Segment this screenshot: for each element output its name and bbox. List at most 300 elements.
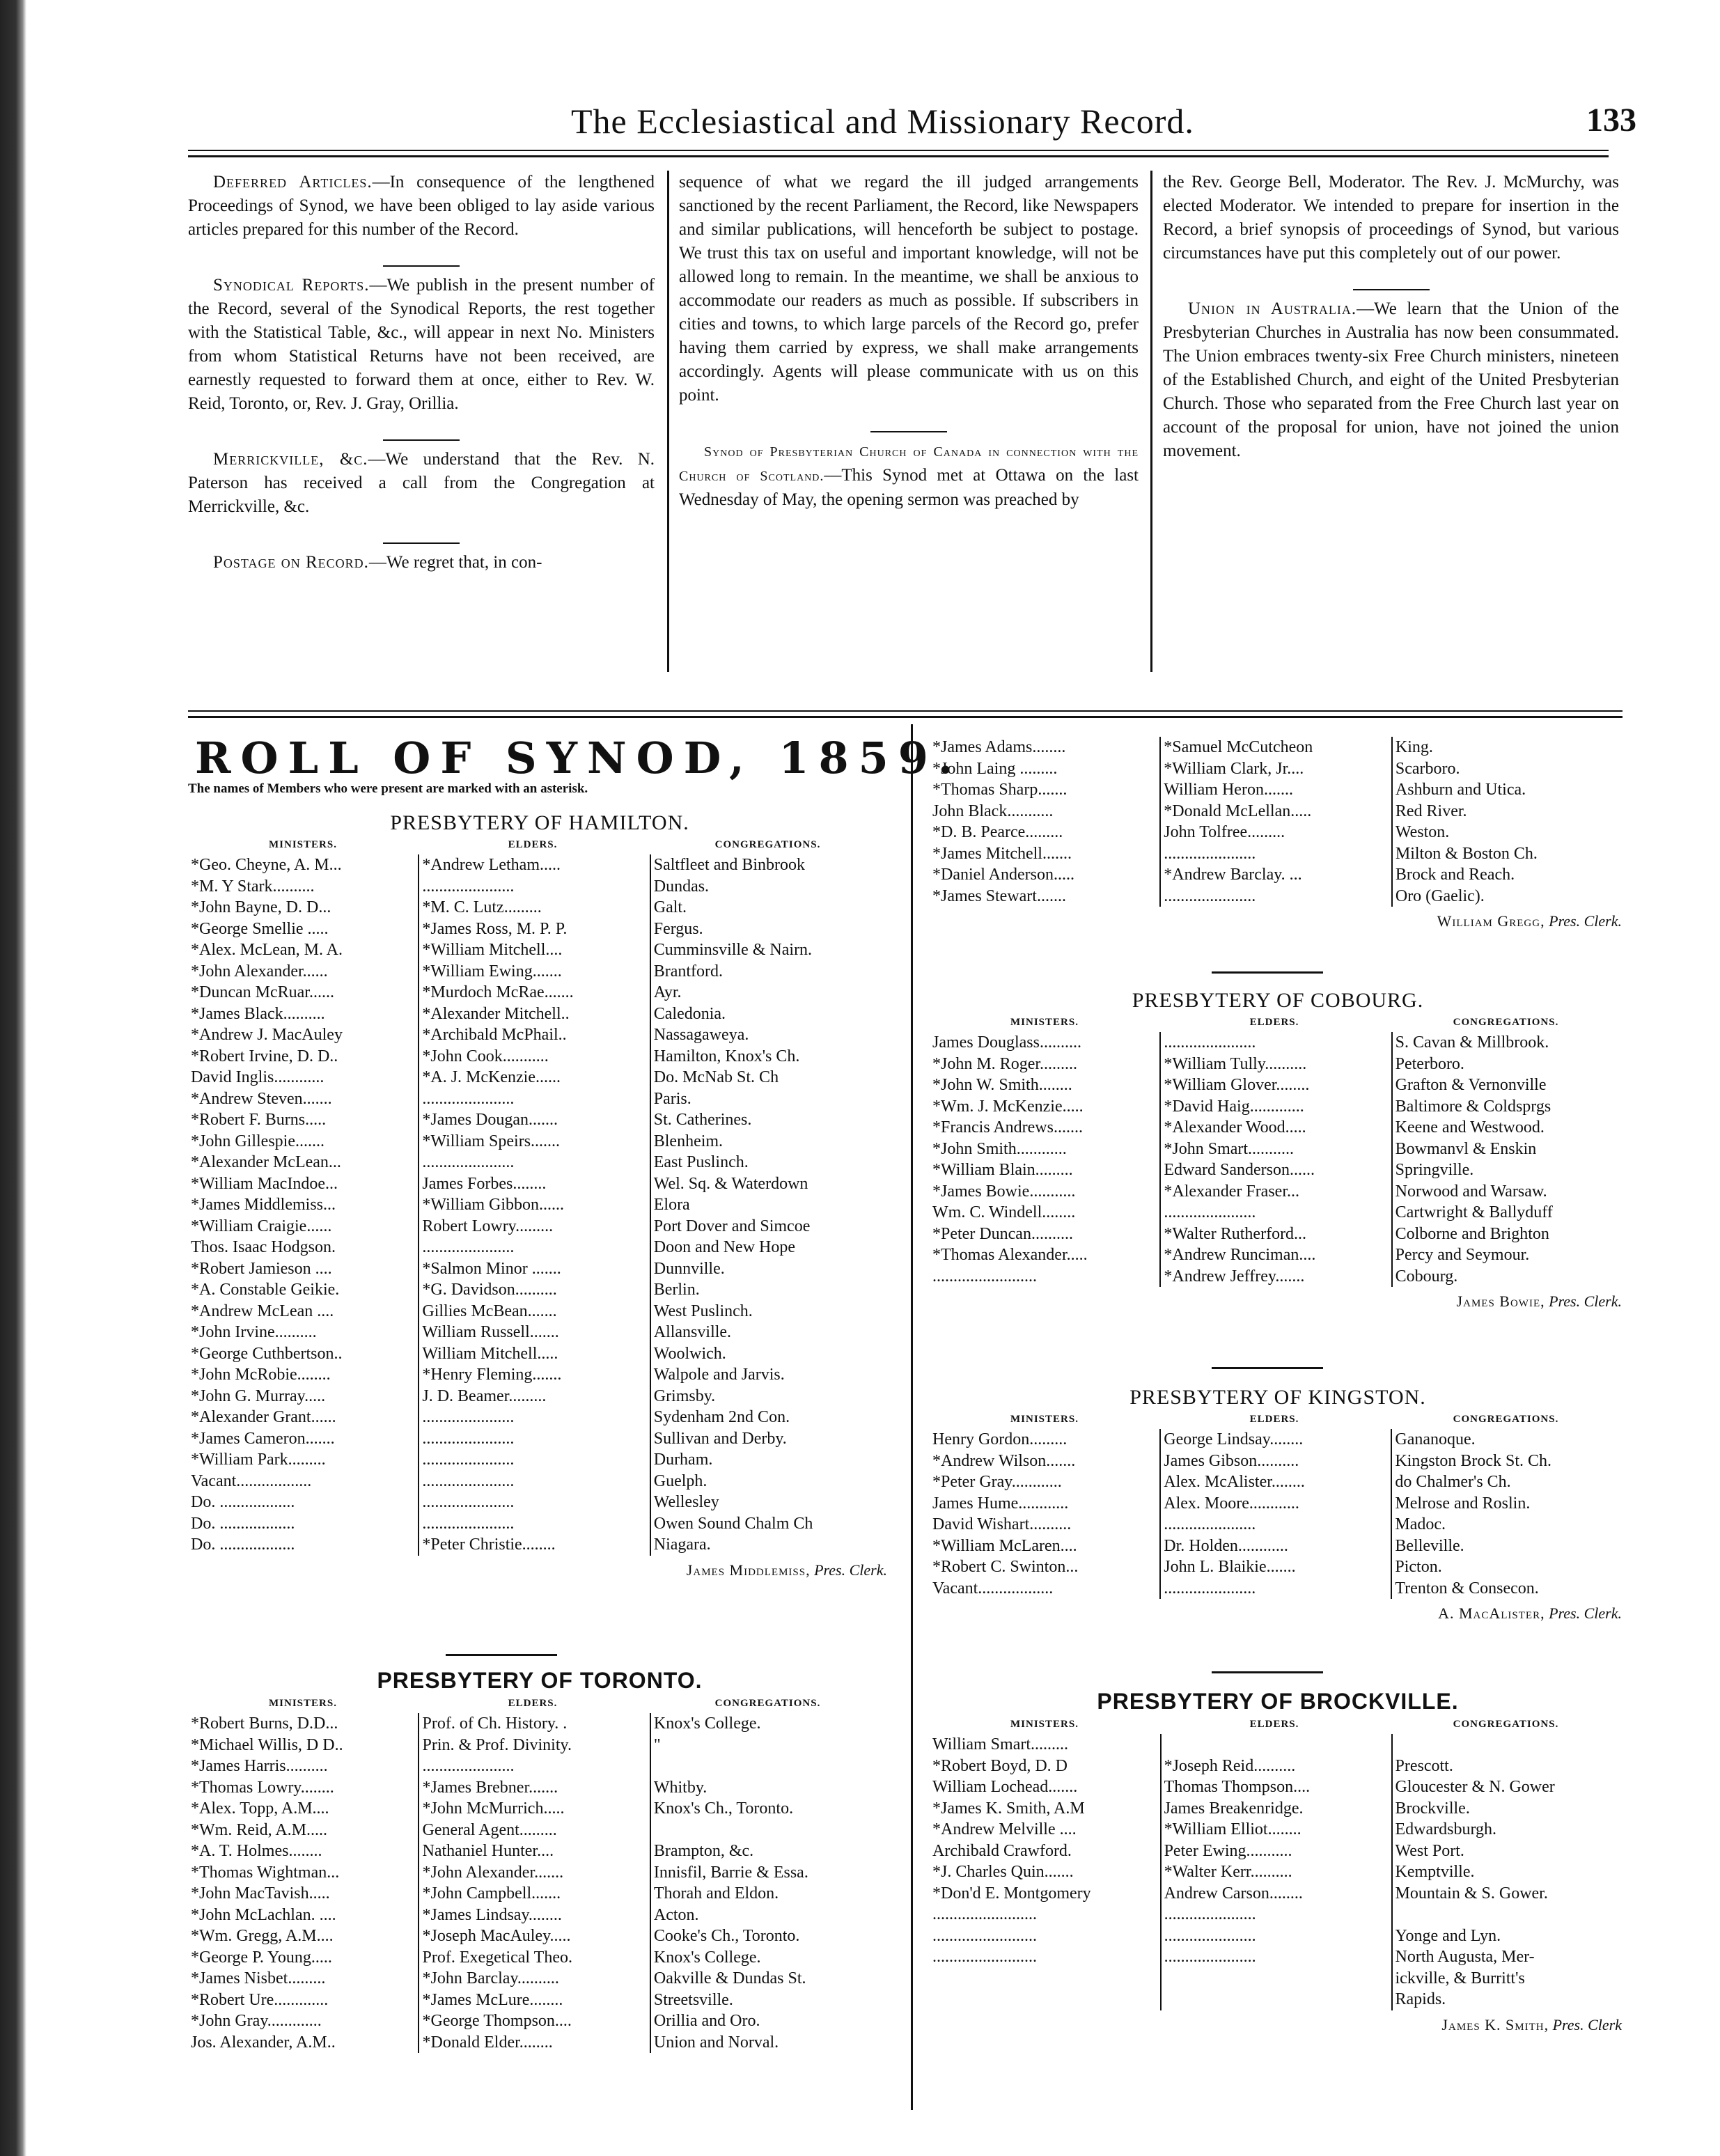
minister-cell: *Andrew Wilson....... (930, 1451, 1160, 1472)
elder-cell: J. D. Beamer......... (419, 1386, 650, 1407)
elder-cell: *James McLure........ (419, 1990, 650, 2011)
elder-cell: ...................... (1160, 1202, 1391, 1224)
minister-cell: *Geo. Cheyne, A. M... (188, 854, 419, 876)
table-row (188, 1947, 891, 1969)
article-head: Synodical Reports. (213, 276, 370, 295)
table-row (188, 1386, 891, 1407)
minister-cell: Henry Gordon......... (930, 1429, 1160, 1451)
table-row (188, 1301, 891, 1322)
article-body: —This Synod met at Ottawa on the last Wednesday of May, the opening sermon was preached by (679, 466, 1139, 509)
clerk-name: James Middlemiss, (686, 1561, 811, 1579)
minister-cell: *George Cuthbertson.. (188, 1343, 419, 1365)
column-headers (188, 839, 891, 854)
elder-cell: Peter Ewing........... (1161, 1841, 1392, 1862)
congregation-cell: Oro (Gaelic). (1395, 886, 1485, 905)
congregation-cell: Trenton & Consecon. (1395, 1579, 1539, 1598)
column-header-ministers: MINISTERS. (1010, 1414, 1079, 1425)
elder-cell: *Alexander Fraser... (1160, 1181, 1391, 1203)
congregation-cell: Madoc. (1395, 1515, 1446, 1533)
table-row (188, 1364, 891, 1386)
presbytery-kingston (930, 1386, 1626, 1623)
table-row (930, 1904, 1626, 1925)
congregation-cell: Streetsville. (653, 1990, 733, 2009)
minister-cell: *John Alexander...... (188, 961, 419, 983)
table-row (188, 897, 891, 919)
minister-cell: *John Irvine.......... (188, 1322, 419, 1343)
minister-cell: *Andrew Melville .... (930, 1819, 1161, 1841)
minister-cell: Thos. Isaac Hodgson. (188, 1237, 419, 1258)
congregation-cell: Whitby. (653, 1778, 707, 1797)
elder-cell: *John Campbell....... (419, 1883, 650, 1905)
elder-cell: *John McMurrich..... (419, 1798, 650, 1820)
clerk-name: James K. Smith, (1441, 2015, 1549, 2033)
elder-cell: Nathaniel Hunter.... (419, 1841, 650, 1862)
short-rule (383, 542, 460, 544)
elder-cell: *G. Davidson.......... (419, 1279, 650, 1301)
presbytery-cobourg (930, 989, 1626, 1311)
congregation-cell: Colborne and Brighton (1395, 1224, 1549, 1243)
clerk-role: Pres. Clerk. (1549, 912, 1622, 930)
minister-cell (930, 1968, 1161, 1990)
minister-cell: *John Bayne, D. D... (188, 897, 419, 919)
short-rule (383, 265, 460, 267)
elder-cell: General Agent......... (419, 1820, 650, 1841)
table-row (930, 1471, 1626, 1493)
minister-cell: *Peter Duncan.......... (930, 1224, 1160, 1245)
elder-cell: Edward Sanderson...... (1160, 1159, 1391, 1181)
congregation-cell: ickville, & Burritt's (1395, 1969, 1525, 1987)
table-row (930, 1224, 1626, 1245)
minister-cell: Archibald Crawford. (930, 1841, 1161, 1862)
congregation-cell: Gananoque. (1395, 1430, 1476, 1448)
article-postage-cont (679, 171, 1139, 407)
minister-cell: William Smart......... (930, 1734, 1161, 1756)
elder-cell: Gillies McBean....... (419, 1301, 650, 1322)
table-row (930, 1139, 1626, 1160)
block-rule (446, 1654, 557, 1656)
elder-cell: James Gibson.......... (1160, 1451, 1391, 1472)
congregation-cell: Saltfleet and Binbrook (653, 856, 806, 874)
elder-cell: *Andrew Barclay. ... (1160, 864, 1392, 886)
elder-cell: ...................... (1160, 1032, 1391, 1054)
minister-cell: *John Gray............. (188, 2010, 419, 2032)
column-headers (930, 1414, 1626, 1429)
table-row (930, 1883, 1626, 1905)
elder-cell: *William Tully.......... (1160, 1054, 1391, 1075)
congregation-cell: do Chalmer's Ch. (1395, 1473, 1511, 1491)
table-row (930, 843, 1626, 865)
table-row (188, 1407, 891, 1428)
minister-cell: *William Craigie...... (188, 1216, 419, 1237)
congregation-cell: Ayr. (653, 983, 682, 1001)
presbytery-clerk (930, 1604, 1626, 1623)
congregation-cell: Elora (653, 1196, 690, 1214)
minister-cell: William Lochead....... (930, 1776, 1161, 1798)
presbytery-title: PRESBYTERY OF TORONTO. (377, 1668, 703, 1693)
article-head: Deferred Articles. (213, 173, 373, 192)
column-header-elders: ELDERS. (1249, 1719, 1299, 1730)
congregation-cell: Galt. (653, 898, 687, 916)
block-rule (1212, 1671, 1323, 1673)
column-header-ministers: MINISTERS. (1010, 1719, 1079, 1730)
elder-cell: *William Ewing....... (419, 961, 650, 983)
congregation-cell (650, 1820, 891, 1841)
congregation-cell (1392, 1904, 1626, 1925)
congregation-cell: Edwardsburgh. (1395, 1820, 1497, 1838)
elder-cell: ...................... (1161, 1925, 1392, 1947)
elder-cell: ...................... (419, 876, 650, 898)
elder-cell: *George Thompson.... (419, 2010, 650, 2032)
clerk-role: Pres. Clerk. (1549, 1604, 1622, 1622)
article-synod-cont (1163, 171, 1619, 265)
table-row (930, 1266, 1626, 1288)
elder-cell: *James Lindsay........ (419, 1905, 650, 1926)
elder-cell: Andrew Carson........ (1161, 1883, 1392, 1905)
minister-cell: *Alex. McLean, M. A. (188, 939, 419, 961)
table-row (188, 1471, 891, 1492)
congregation-cell: Melrose and Roslin. (1395, 1494, 1531, 1513)
elder-cell: William Russell....... (419, 1322, 650, 1343)
congregation-cell: Ashburn and Utica. (1395, 781, 1526, 799)
table-row (188, 1279, 891, 1301)
elder-cell: *Andrew Runciman.... (1160, 1244, 1391, 1266)
congregation-cell: Brampton, &c. (653, 1842, 754, 1860)
column-header-congregations: CONGREGATIONS. (1453, 1017, 1559, 1028)
minister-cell: *James Bowie........... (930, 1181, 1160, 1203)
elder-cell: William Heron....... (1160, 779, 1392, 801)
table-row (188, 1841, 891, 1862)
congregation-cell: Acton. (653, 1905, 699, 1924)
elder-cell: *Murdoch McRae....... (419, 982, 650, 1003)
minister-cell: *William McLaren.... (930, 1536, 1160, 1557)
table-row (188, 1862, 891, 1884)
elder-cell: ...................... (419, 1088, 650, 1110)
elder-cell: *A. J. McKenzie...... (419, 1067, 650, 1088)
table-row (930, 1819, 1626, 1841)
congregation-cell: Sydenham 2nd Con. (653, 1408, 790, 1426)
presbytery-title: PRESBYTERY OF COBOURG. (1132, 989, 1424, 1012)
elder-cell: James Forbes........ (419, 1173, 650, 1195)
elder-cell: ...................... (1161, 1904, 1392, 1925)
minister-cell: *Don'd E. Montgomery (930, 1883, 1161, 1905)
congregation-cell: Niagara. (653, 1536, 711, 1554)
table-row (930, 1841, 1626, 1862)
minister-cell: *John W. Smith........ (930, 1075, 1160, 1096)
minister-cell: Do. .................. (188, 1513, 419, 1535)
minister-cell: *Thomas Sharp....... (930, 779, 1160, 801)
elder-cell: John L. Blaikie....... (1160, 1556, 1391, 1578)
congregation-cell: Milton & Boston Ch. (1395, 844, 1538, 863)
congregation-cell: Keene and Westwood. (1395, 1118, 1545, 1136)
table-row (930, 1159, 1626, 1181)
table-row (188, 1152, 891, 1173)
minister-cell: *Andrew Steven....... (188, 1088, 419, 1110)
article-column-2 (679, 171, 1139, 536)
congregation-cell: Belleville. (1395, 1536, 1464, 1555)
elder-cell: *Peter Christie........ (419, 1534, 650, 1556)
header-rule (188, 150, 1609, 157)
congregation-cell: Owen Sound Chalm Ch (653, 1514, 813, 1533)
article-body: —In consequence of the lengthened Proceedings of Synod, we have been obliged to lay aside various articles prepared for this number of the Record. (188, 173, 655, 239)
congregation-cell: Prescott. (1395, 1756, 1453, 1775)
elder-cell: ...................... (1160, 886, 1392, 907)
minister-cell: *Robert Burns, D.D... (188, 1713, 419, 1735)
minister-cell: *John McLachlan. .... (188, 1905, 419, 1926)
presbytery-title: PRESBYTERY OF BROCKVILLE. (1097, 1689, 1459, 1714)
table-row (188, 1756, 891, 1777)
congregation-cell: Dunnville. (653, 1259, 725, 1278)
congregation-cell: Cartwright & Ballyduff (1395, 1203, 1553, 1221)
minister-cell: Wm. C. Windell........ (930, 1202, 1160, 1224)
table-row (930, 758, 1626, 780)
minister-cell: *John Gillespie....... (188, 1131, 419, 1153)
elder-cell: ...................... (419, 1471, 650, 1492)
presbytery-title: PRESBYTERY OF HAMILTON. (390, 811, 689, 834)
minister-cell: *James K. Smith, A.M (930, 1798, 1161, 1820)
table-row (188, 982, 891, 1003)
table-row (188, 1216, 891, 1237)
column-header-ministers: MINISTERS. (269, 1698, 337, 1709)
table-row (188, 1109, 891, 1131)
table-row (930, 1968, 1626, 1990)
congregation-cell: Allansville. (653, 1323, 732, 1341)
elder-cell: *James Dougan....... (419, 1109, 650, 1131)
minister-cell: *D. B. Pearce......... (930, 822, 1160, 843)
minister-cell: ......................... (930, 1925, 1161, 1947)
minister-cell: *Daniel Anderson..... (930, 864, 1160, 886)
elder-cell: Prin. & Prof. Divinity. (419, 1735, 650, 1756)
congregation-cell: Bowmanvl & Enskin (1395, 1139, 1537, 1158)
table-row (188, 1258, 891, 1280)
elder-cell: *John Barclay.......... (419, 1968, 650, 1990)
block-rule (1212, 1367, 1323, 1369)
elder-cell: *William Speirs....... (419, 1131, 650, 1153)
column-header-ministers: MINISTERS. (269, 839, 337, 850)
elder-cell: *John Smart........... (1160, 1139, 1391, 1160)
elder-cell: *Henry Fleming....... (419, 1364, 650, 1386)
congregation-cell: Kemptville. (1395, 1863, 1475, 1881)
elder-cell: Thomas Thompson.... (1161, 1776, 1392, 1798)
clerk-name: A. MacAlister, (1438, 1604, 1545, 1622)
minister-cell: *John MacTavish..... (188, 1883, 419, 1905)
article-body: —We publish in the present number of the Record, several of the Synodical Reports, the rest together with the Statistical Table, &c., will appear in next No. Ministers from whom Statistical Returns have not been received, are earnestly requested to forward them at once, either to Rev. W. Reid, Toronto, or, Rev. J. Gray, Orillia. (188, 276, 655, 413)
congregation-cell: Orillia and Oro. (653, 2012, 760, 2030)
table-row (188, 1777, 891, 1799)
congregation-cell: Doon and New Hope (653, 1238, 796, 1256)
article-union-australia (1163, 297, 1619, 463)
table-row (188, 939, 891, 961)
elder-cell: *Walter Rutherford... (1160, 1224, 1391, 1245)
table-row (188, 1492, 891, 1513)
presbytery-title: PRESBYTERY OF KINGSTON. (1129, 1386, 1426, 1409)
presbytery-hamilton (188, 811, 891, 1579)
congregation-cell: Gloucester & N. Gower (1395, 1778, 1555, 1796)
congregation-cell: Kingston Brock St. Ch. (1395, 1451, 1552, 1470)
table-row (930, 1556, 1626, 1578)
congregation-cell: Peterboro. (1395, 1054, 1464, 1073)
congregation-cell: Springville. (1395, 1161, 1474, 1179)
minister-cell: *John Laing ......... (930, 758, 1160, 780)
elder-cell: *Salmon Minor ....... (419, 1258, 650, 1280)
minister-cell: *Thomas Lowry........ (188, 1777, 419, 1799)
table-row (930, 1493, 1626, 1515)
minister-cell: *Peter Gray............ (930, 1471, 1160, 1493)
table-row (188, 1088, 891, 1110)
column-headers (930, 1719, 1626, 1734)
congregation-cell: Oakville & Dundas St. (653, 1969, 806, 1987)
elder-cell: *William Glover........ (1160, 1075, 1391, 1096)
congregation-cell: North Augusta, Mer- (1395, 1948, 1535, 1966)
congregation-cell: Brock and Reach. (1395, 866, 1515, 884)
minister-cell: *James Mitchell....... (930, 843, 1160, 865)
table-row (188, 1067, 891, 1088)
minister-cell: ......................... (930, 1904, 1161, 1925)
elder-cell: *John Cook........... (419, 1046, 650, 1068)
congregation-cell: Rapids. (1395, 1990, 1446, 2008)
block-rule (1212, 971, 1323, 974)
article-postage (188, 551, 655, 575)
congregation-cell: Scarboro. (1395, 759, 1460, 778)
congregation-cell: Hamilton, Knox's Ch. (653, 1047, 800, 1065)
minister-cell: *James Harris.......... (188, 1756, 419, 1777)
elder-cell: ...................... (419, 1428, 650, 1450)
congregation-cell: Innisfil, Barrie & Essa. (653, 1863, 808, 1882)
congregation-cell: St. Catherines. (653, 1111, 752, 1129)
clerk-name: William Gregg, (1437, 912, 1545, 930)
table-row (930, 779, 1626, 801)
minister-cell: *John M. Roger......... (930, 1054, 1160, 1075)
page-header (84, 101, 1636, 143)
elder-cell: ...................... (419, 1237, 650, 1258)
table-row (188, 1990, 891, 2011)
elder-cell: John Tolfree......... (1160, 822, 1392, 843)
table-row (930, 1514, 1626, 1536)
roll-table (188, 854, 891, 1556)
elder-cell: George Lindsay........ (1160, 1429, 1391, 1451)
congregation-cell: Red River. (1395, 802, 1467, 820)
congregation-cell: Cooke's Ch., Toronto. (653, 1927, 800, 1945)
elder-cell (1161, 1734, 1392, 1756)
elder-cell: *Archibald McPhail.. (419, 1024, 650, 1046)
table-row (930, 1202, 1626, 1224)
elder-cell: ...................... (1160, 1514, 1391, 1536)
short-rule (870, 431, 947, 432)
congregation-cell: Baltimore & Coldsprgs (1395, 1097, 1551, 1116)
congregation-cell: " (653, 1735, 661, 1754)
congregation-cell: Cobourg. (1395, 1267, 1458, 1286)
congregation-cell: Sullivan and Derby. (653, 1429, 787, 1448)
minister-cell: *James Nisbet......... (188, 1968, 419, 1990)
page-number: 133 (1586, 102, 1636, 139)
minister-cell: *George P. Young..... (188, 1947, 419, 1969)
column-header-elders: ELDERS. (508, 839, 558, 850)
congregation-cell (1392, 1734, 1626, 1756)
article-head: Postage on Record. (213, 553, 369, 572)
table-row (188, 1428, 891, 1450)
roll-column-divider (911, 724, 913, 2110)
table-row (188, 1343, 891, 1365)
table-row (930, 1989, 1626, 2010)
congregation-cell: King. (1395, 738, 1433, 756)
elder-cell: *M. C. Lutz......... (419, 897, 650, 919)
table-row (930, 1776, 1626, 1798)
congregation-cell: Mountain & S. Gower. (1395, 1884, 1548, 1903)
article-body: —We regret that, in con- (368, 553, 542, 572)
minister-cell: *William Blain......... (930, 1159, 1160, 1181)
table-row (930, 1451, 1626, 1472)
presbytery-clerk (930, 1292, 1626, 1311)
congregation-cell: Do. McNab St. Ch (653, 1068, 779, 1086)
article-body: —We learn that the Union of the Presbyterian Churches in Australia has now been consummated. The Union embraces twenty-six Free Church ministers, nineteen of the Established Church, and eight of the United Presbyterian Church. Those who separated from the Free Church last year on account of the proposal for union, have not joined the union movement. (1163, 299, 1619, 460)
congregation-cell: S. Cavan & Millbrook. (1395, 1033, 1549, 1052)
minister-cell: *Thomas Wightman... (188, 1862, 419, 1884)
elder-cell: *William Elliot........ (1161, 1819, 1392, 1841)
elder-cell: Alex. Moore............ (1160, 1493, 1391, 1515)
book-spine-edge (0, 0, 26, 2156)
congregation-cell: Walpole and Jarvis. (653, 1366, 785, 1384)
table-row (188, 1735, 891, 1756)
minister-cell: Do. .................. (188, 1534, 419, 1556)
column-header-congregations: CONGREGATIONS. (1453, 1719, 1559, 1730)
table-row (188, 1003, 891, 1025)
elder-cell: *Joseph Reid.......... (1161, 1756, 1392, 1777)
table-row (930, 864, 1626, 886)
congregation-cell: Dundas. (653, 877, 710, 896)
roll-title: ROLL OF SYNOD, 1859. (195, 733, 963, 783)
column-header-congregations: CONGREGATIONS. (714, 839, 821, 850)
elder-cell: *Walter Kerr.......... (1161, 1861, 1392, 1883)
elder-cell: *Joseph MacAuley..... (419, 1925, 650, 1947)
elder-cell: *William Clark, Jr.... (1160, 758, 1392, 780)
minister-cell: *Robert Ure............. (188, 1990, 419, 2011)
article-head: Merrickville, &c. (213, 450, 368, 469)
minister-cell: *M. Y Stark.......... (188, 876, 419, 898)
column-headers (930, 1017, 1626, 1032)
congregation-cell: Berlin. (653, 1281, 700, 1299)
minister-cell: Do. .................. (188, 1492, 419, 1513)
column-headers (188, 1698, 891, 1713)
minister-cell: *Andrew J. MacAuley (188, 1024, 419, 1046)
minister-cell: *James Adams........ (930, 737, 1160, 758)
elder-cell: ...................... (1161, 1946, 1392, 1968)
minister-cell: Vacant.................. (188, 1471, 419, 1492)
table-row (930, 1861, 1626, 1883)
elder-cell: ...................... (419, 1756, 650, 1777)
table-row (930, 822, 1626, 843)
minister-cell: *A. Constable Geikie. (188, 1279, 419, 1301)
table-row (188, 854, 891, 876)
minister-cell: *William MacIndoe... (188, 1173, 419, 1195)
minister-cell: *Wm. Gregg, A.M.... (188, 1925, 419, 1947)
elder-cell: ...................... (1160, 843, 1392, 865)
minister-cell: David Wishart.......... (930, 1514, 1160, 1536)
minister-cell: *Wm. J. McKenzie..... (930, 1096, 1160, 1118)
section-rule (188, 710, 1623, 718)
table-row (188, 2032, 891, 2054)
minister-cell: ......................... (930, 1266, 1160, 1288)
table-row (188, 1449, 891, 1471)
elder-cell: James Breakenridge. (1161, 1798, 1392, 1820)
minister-cell: *Alexander McLean... (188, 1152, 419, 1173)
minister-cell (930, 1989, 1161, 2010)
article-deferred (188, 171, 655, 242)
column-header-elders: ELDERS. (1249, 1017, 1299, 1028)
article-body: —We understand that the Rev. N. Paterson has received a call from the Congregation at Merrickville, &c. (188, 450, 655, 516)
presbytery-clerk (930, 2016, 1626, 2034)
congregation-cell: Fergus. (653, 919, 703, 938)
table-row (930, 1054, 1626, 1075)
presbytery-toronto (188, 1668, 891, 2053)
